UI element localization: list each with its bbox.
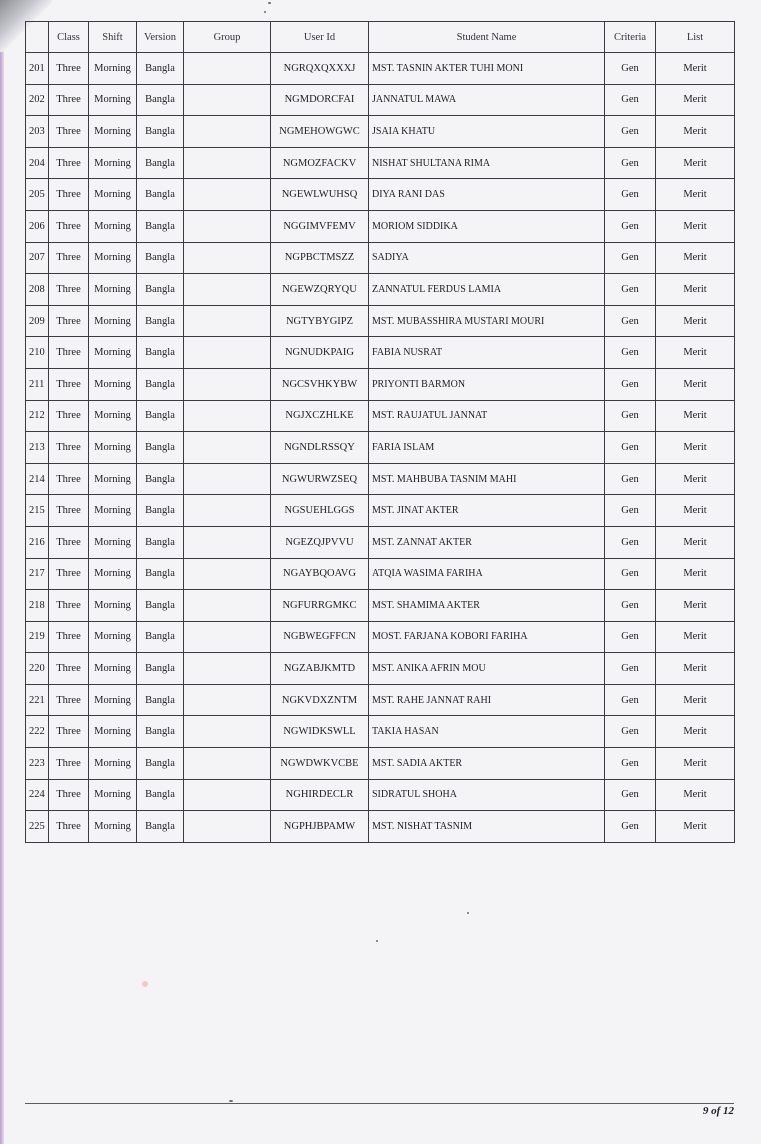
cell-shift: Morning xyxy=(89,210,137,242)
table-row xyxy=(26,716,735,748)
cell-group xyxy=(184,495,271,527)
cell-list: Merit xyxy=(656,621,735,653)
cell-group xyxy=(184,147,271,179)
cell-student-name: MST. MUBASSHIRA MUSTARI MOURI xyxy=(369,305,605,337)
cell-shift: Morning xyxy=(89,684,137,716)
header-group: Group xyxy=(184,22,271,53)
cell-list: Merit xyxy=(656,653,735,685)
cell-list: Merit xyxy=(656,811,735,843)
cell-criteria: Gen xyxy=(605,242,656,274)
table-row xyxy=(26,779,735,811)
cell-student-name: JSAIA KHATU xyxy=(369,116,605,148)
cell-version: Bangla xyxy=(137,495,184,527)
cell-user-id: NGTYBYGIPZ xyxy=(271,305,369,337)
table-row xyxy=(26,400,735,432)
cell-user-id: NGPHJBPAMW xyxy=(271,811,369,843)
cell-serial: 217 xyxy=(26,558,49,590)
cell-serial: 202 xyxy=(26,84,49,116)
cell-criteria: Gen xyxy=(605,779,656,811)
cell-class: Three xyxy=(49,116,89,148)
cell-version: Bangla xyxy=(137,748,184,780)
cell-user-id: NGNUDKPAIG xyxy=(271,337,369,369)
cell-class: Three xyxy=(49,84,89,116)
cell-class: Three xyxy=(49,590,89,622)
cell-list: Merit xyxy=(656,305,735,337)
cell-shift: Morning xyxy=(89,274,137,306)
cell-user-id: NGWDWKVCBE xyxy=(271,748,369,780)
cell-version: Bangla xyxy=(137,811,184,843)
cell-shift: Morning xyxy=(89,400,137,432)
cell-user-id: NGWIDKSWLL xyxy=(271,716,369,748)
cell-serial: 212 xyxy=(26,400,49,432)
header-shift: Shift xyxy=(89,22,137,53)
cell-list: Merit xyxy=(656,558,735,590)
cell-student-name: FARIA ISLAM xyxy=(369,432,605,464)
cell-class: Three xyxy=(49,400,89,432)
cell-version: Bangla xyxy=(137,400,184,432)
page-number: 9 of 12 xyxy=(702,1105,734,1117)
cell-user-id: NGEZQJPVVU xyxy=(271,526,369,558)
cell-version: Bangla xyxy=(137,305,184,337)
cell-criteria: Gen xyxy=(605,495,656,527)
table-row xyxy=(26,653,735,685)
table-row xyxy=(26,84,735,116)
cell-serial: 218 xyxy=(26,590,49,622)
cell-list: Merit xyxy=(656,368,735,400)
header-user-id: User Id xyxy=(271,22,369,53)
cell-serial: 204 xyxy=(26,147,49,179)
cell-shift: Morning xyxy=(89,653,137,685)
cell-group xyxy=(184,400,271,432)
cell-criteria: Gen xyxy=(605,116,656,148)
cell-user-id: NGFURRGMKC xyxy=(271,590,369,622)
scan-speck xyxy=(376,940,378,942)
cell-shift: Morning xyxy=(89,432,137,464)
cell-shift: Morning xyxy=(89,558,137,590)
cell-serial: 206 xyxy=(26,210,49,242)
scan-speck xyxy=(467,912,469,914)
cell-student-name: MST. NISHAT TASNIM xyxy=(369,811,605,843)
cell-version: Bangla xyxy=(137,116,184,148)
cell-shift: Morning xyxy=(89,116,137,148)
cell-user-id: NGZABJKMTD xyxy=(271,653,369,685)
cell-student-name: MST. MAHBUBA TASNIM MAHI xyxy=(369,463,605,495)
table-row xyxy=(26,432,735,464)
cell-version: Bangla xyxy=(137,653,184,685)
header-class: Class xyxy=(49,22,89,53)
cell-shift: Morning xyxy=(89,811,137,843)
cell-criteria: Gen xyxy=(605,526,656,558)
cell-serial: 215 xyxy=(26,495,49,527)
cell-user-id: NGNDLRSSQY xyxy=(271,432,369,464)
cell-user-id: NGAYBQOAVG xyxy=(271,558,369,590)
cell-class: Three xyxy=(49,495,89,527)
cell-serial: 222 xyxy=(26,716,49,748)
cell-shift: Morning xyxy=(89,526,137,558)
cell-version: Bangla xyxy=(137,337,184,369)
cell-group xyxy=(184,684,271,716)
cell-version: Bangla xyxy=(137,558,184,590)
header-criteria: Criteria xyxy=(605,22,656,53)
scan-speck xyxy=(142,981,148,987)
cell-shift: Morning xyxy=(89,53,137,85)
footer-rule xyxy=(25,1103,734,1104)
cell-criteria: Gen xyxy=(605,811,656,843)
cell-class: Three xyxy=(49,526,89,558)
cell-user-id: NGEWZQRYQU xyxy=(271,274,369,306)
cell-shift: Morning xyxy=(89,305,137,337)
cell-list: Merit xyxy=(656,116,735,148)
page-left-edge xyxy=(0,0,4,1144)
cell-group xyxy=(184,179,271,211)
cell-user-id: NGMOZFACKV xyxy=(271,147,369,179)
cell-student-name: MST. JINAT AKTER xyxy=(369,495,605,527)
cell-list: Merit xyxy=(656,684,735,716)
cell-version: Bangla xyxy=(137,274,184,306)
cell-group xyxy=(184,621,271,653)
cell-serial: 219 xyxy=(26,621,49,653)
cell-user-id: NGHIRDECLR xyxy=(271,779,369,811)
cell-class: Three xyxy=(49,305,89,337)
cell-version: Bangla xyxy=(137,53,184,85)
cell-shift: Morning xyxy=(89,463,137,495)
cell-serial: 221 xyxy=(26,684,49,716)
cell-group xyxy=(184,274,271,306)
cell-group xyxy=(184,716,271,748)
cell-class: Three xyxy=(49,653,89,685)
cell-shift: Morning xyxy=(89,779,137,811)
student-merit-table xyxy=(25,21,735,843)
table-row xyxy=(26,526,735,558)
cell-student-name: ATQIA WASIMA FARIHA xyxy=(369,558,605,590)
scan-speck xyxy=(264,11,266,13)
cell-student-name: SIDRATUL SHOHA xyxy=(369,779,605,811)
cell-version: Bangla xyxy=(137,84,184,116)
cell-serial: 216 xyxy=(26,526,49,558)
cell-group xyxy=(184,779,271,811)
cell-version: Bangla xyxy=(137,432,184,464)
cell-shift: Morning xyxy=(89,495,137,527)
cell-student-name: TAKIA HASAN xyxy=(369,716,605,748)
header-student-name: Student Name xyxy=(369,22,605,53)
cell-student-name: JANNATUL MAWA xyxy=(369,84,605,116)
cell-class: Three xyxy=(49,432,89,464)
cell-list: Merit xyxy=(656,463,735,495)
cell-user-id: NGCSVHKYBW xyxy=(271,368,369,400)
cell-list: Merit xyxy=(656,274,735,306)
table-row xyxy=(26,748,735,780)
header-list: List xyxy=(656,22,735,53)
cell-class: Three xyxy=(49,811,89,843)
cell-class: Three xyxy=(49,53,89,85)
cell-class: Three xyxy=(49,621,89,653)
cell-group xyxy=(184,368,271,400)
cell-class: Three xyxy=(49,337,89,369)
cell-shift: Morning xyxy=(89,179,137,211)
cell-criteria: Gen xyxy=(605,274,656,306)
cell-version: Bangla xyxy=(137,526,184,558)
cell-serial: 211 xyxy=(26,368,49,400)
cell-criteria: Gen xyxy=(605,653,656,685)
cell-shift: Morning xyxy=(89,590,137,622)
cell-serial: 213 xyxy=(26,432,49,464)
cell-criteria: Gen xyxy=(605,590,656,622)
cell-student-name: PRIYONTI BARMON xyxy=(369,368,605,400)
table-row xyxy=(26,621,735,653)
cell-serial: 203 xyxy=(26,116,49,148)
cell-student-name: ZANNATUL FERDUS LAMIA xyxy=(369,274,605,306)
cell-list: Merit xyxy=(656,179,735,211)
cell-version: Bangla xyxy=(137,463,184,495)
cell-student-name: SADIYA xyxy=(369,242,605,274)
table-row xyxy=(26,558,735,590)
cell-serial: 209 xyxy=(26,305,49,337)
cell-group xyxy=(184,558,271,590)
cell-user-id: NGMEHOWGWC xyxy=(271,116,369,148)
cell-user-id: NGJXCZHLKE xyxy=(271,400,369,432)
cell-group xyxy=(184,590,271,622)
cell-list: Merit xyxy=(656,147,735,179)
table-row xyxy=(26,495,735,527)
cell-student-name: MST. TASNIN AKTER TUHI MONI xyxy=(369,53,605,85)
cell-group xyxy=(184,748,271,780)
cell-group xyxy=(184,463,271,495)
cell-group xyxy=(184,116,271,148)
cell-class: Three xyxy=(49,210,89,242)
cell-criteria: Gen xyxy=(605,748,656,780)
table-row xyxy=(26,590,735,622)
cell-student-name: MST. ZANNAT AKTER xyxy=(369,526,605,558)
cell-shift: Morning xyxy=(89,748,137,780)
scan-speck xyxy=(268,2,271,4)
cell-group xyxy=(184,210,271,242)
cell-user-id: NGEWLWUHSQ xyxy=(271,179,369,211)
cell-version: Bangla xyxy=(137,716,184,748)
cell-class: Three xyxy=(49,716,89,748)
table-row xyxy=(26,53,735,85)
cell-criteria: Gen xyxy=(605,368,656,400)
cell-criteria: Gen xyxy=(605,337,656,369)
cell-group xyxy=(184,526,271,558)
cell-group xyxy=(184,432,271,464)
cell-class: Three xyxy=(49,147,89,179)
cell-criteria: Gen xyxy=(605,716,656,748)
cell-user-id: NGWURWZSEQ xyxy=(271,463,369,495)
cell-criteria: Gen xyxy=(605,179,656,211)
cell-class: Three xyxy=(49,558,89,590)
cell-serial: 220 xyxy=(26,653,49,685)
cell-user-id: NGMDORCFAI xyxy=(271,84,369,116)
cell-student-name: MST. SHAMIMA AKTER xyxy=(369,590,605,622)
cell-serial: 210 xyxy=(26,337,49,369)
cell-shift: Morning xyxy=(89,716,137,748)
cell-class: Three xyxy=(49,684,89,716)
cell-list: Merit xyxy=(656,495,735,527)
cell-student-name: FABIA NUSRAT xyxy=(369,337,605,369)
table-row xyxy=(26,242,735,274)
cell-list: Merit xyxy=(656,779,735,811)
table-row xyxy=(26,210,735,242)
table-row xyxy=(26,368,735,400)
cell-criteria: Gen xyxy=(605,305,656,337)
table-row xyxy=(26,147,735,179)
cell-criteria: Gen xyxy=(605,463,656,495)
cell-serial: 223 xyxy=(26,748,49,780)
cell-serial: 207 xyxy=(26,242,49,274)
cell-list: Merit xyxy=(656,84,735,116)
table-body xyxy=(26,53,735,843)
cell-user-id: NGKVDXZNTM xyxy=(271,684,369,716)
cell-criteria: Gen xyxy=(605,400,656,432)
cell-shift: Morning xyxy=(89,147,137,179)
cell-serial: 201 xyxy=(26,53,49,85)
cell-user-id: NGRQXQXXXJ xyxy=(271,53,369,85)
cell-list: Merit xyxy=(656,526,735,558)
table-row xyxy=(26,274,735,306)
table-row xyxy=(26,116,735,148)
cell-criteria: Gen xyxy=(605,53,656,85)
cell-list: Merit xyxy=(656,590,735,622)
cell-student-name: DIYA RANI DAS xyxy=(369,179,605,211)
cell-list: Merit xyxy=(656,337,735,369)
cell-class: Three xyxy=(49,368,89,400)
cell-user-id: NGGIMVFEMV xyxy=(271,210,369,242)
cell-shift: Morning xyxy=(89,242,137,274)
cell-shift: Morning xyxy=(89,368,137,400)
cell-version: Bangla xyxy=(137,621,184,653)
cell-class: Three xyxy=(49,242,89,274)
cell-version: Bangla xyxy=(137,590,184,622)
cell-student-name: MST. RAHE JANNAT RAHI xyxy=(369,684,605,716)
cell-user-id: NGBWEGFFCN xyxy=(271,621,369,653)
table-row xyxy=(26,337,735,369)
cell-serial: 214 xyxy=(26,463,49,495)
table-row xyxy=(26,305,735,337)
cell-group xyxy=(184,84,271,116)
cell-group xyxy=(184,811,271,843)
cell-version: Bangla xyxy=(137,368,184,400)
table-header-row xyxy=(26,22,735,53)
cell-user-id: NGSUEHLGGS xyxy=(271,495,369,527)
cell-version: Bangla xyxy=(137,179,184,211)
cell-class: Three xyxy=(49,179,89,211)
cell-class: Three xyxy=(49,748,89,780)
cell-group xyxy=(184,337,271,369)
cell-serial: 208 xyxy=(26,274,49,306)
table-row xyxy=(26,463,735,495)
scan-speck xyxy=(229,1100,233,1102)
cell-student-name: MOST. FARJANA KOBORI FARIHA xyxy=(369,621,605,653)
cell-student-name: MST. SADIA AKTER xyxy=(369,748,605,780)
cell-serial: 225 xyxy=(26,811,49,843)
cell-group xyxy=(184,53,271,85)
cell-list: Merit xyxy=(656,242,735,274)
table-row xyxy=(26,684,735,716)
cell-shift: Morning xyxy=(89,337,137,369)
cell-list: Merit xyxy=(656,210,735,242)
cell-student-name: MORIOM SIDDIKA xyxy=(369,210,605,242)
cell-serial: 205 xyxy=(26,179,49,211)
cell-criteria: Gen xyxy=(605,84,656,116)
cell-group xyxy=(184,305,271,337)
cell-class: Three xyxy=(49,463,89,495)
header-version: Version xyxy=(137,22,184,53)
cell-version: Bangla xyxy=(137,684,184,716)
cell-student-name: MST. ANIKA AFRIN MOU xyxy=(369,653,605,685)
cell-class: Three xyxy=(49,274,89,306)
cell-criteria: Gen xyxy=(605,621,656,653)
cell-user-id: NGPBCTMSZZ xyxy=(271,242,369,274)
cell-list: Merit xyxy=(656,400,735,432)
cell-class: Three xyxy=(49,779,89,811)
cell-criteria: Gen xyxy=(605,147,656,179)
cell-serial: 224 xyxy=(26,779,49,811)
cell-student-name: NISHAT SHULTANA RIMA xyxy=(369,147,605,179)
cell-version: Bangla xyxy=(137,779,184,811)
cell-shift: Morning xyxy=(89,621,137,653)
cell-list: Merit xyxy=(656,432,735,464)
cell-group xyxy=(184,242,271,274)
table-row xyxy=(26,179,735,211)
header-serial xyxy=(26,22,49,53)
cell-shift: Morning xyxy=(89,84,137,116)
cell-criteria: Gen xyxy=(605,210,656,242)
cell-version: Bangla xyxy=(137,210,184,242)
cell-list: Merit xyxy=(656,716,735,748)
cell-list: Merit xyxy=(656,748,735,780)
cell-version: Bangla xyxy=(137,147,184,179)
cell-student-name: MST. RAUJATUL JANNAT xyxy=(369,400,605,432)
cell-version: Bangla xyxy=(137,242,184,274)
cell-criteria: Gen xyxy=(605,684,656,716)
cell-group xyxy=(184,653,271,685)
cell-criteria: Gen xyxy=(605,432,656,464)
table-row xyxy=(26,811,735,843)
cell-list: Merit xyxy=(656,53,735,85)
cell-criteria: Gen xyxy=(605,558,656,590)
